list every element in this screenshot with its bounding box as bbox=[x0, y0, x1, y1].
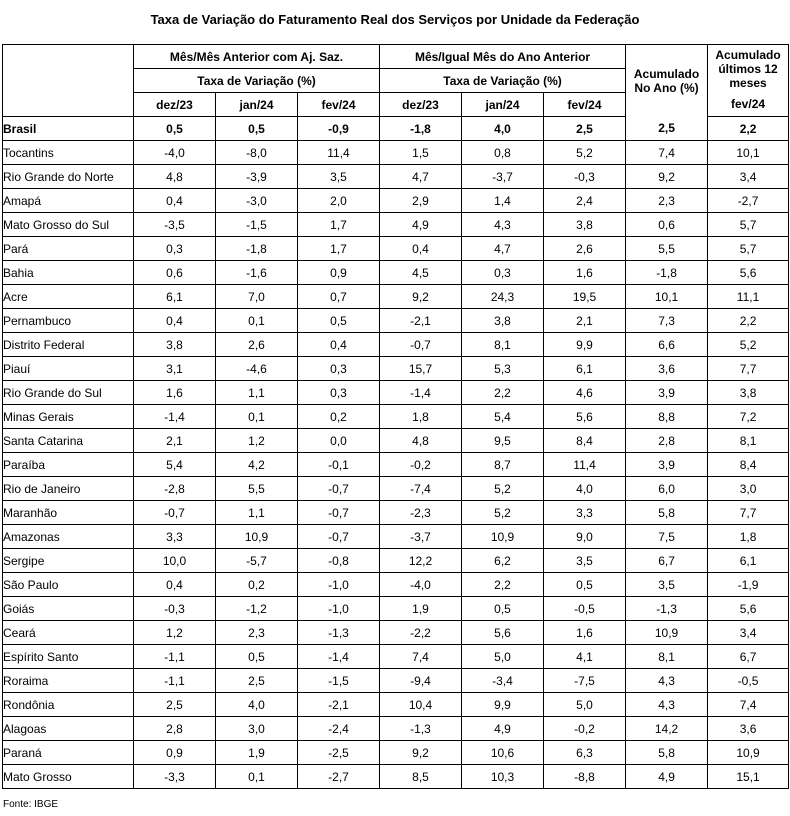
value-cell: -0,3 bbox=[134, 597, 216, 621]
value-cell: 9,2 bbox=[626, 165, 708, 189]
value-cell: -4,0 bbox=[134, 141, 216, 165]
value-cell: 5,3 bbox=[462, 357, 544, 381]
value-cell: 9,9 bbox=[462, 693, 544, 717]
value-cell: 4,3 bbox=[626, 693, 708, 717]
value-cell: 10,9 bbox=[462, 525, 544, 549]
value-cell: -3,3 bbox=[134, 765, 216, 789]
table-row bbox=[3, 741, 789, 765]
value-cell: 0,4 bbox=[380, 237, 462, 261]
table-row bbox=[3, 213, 789, 237]
value-cell: 15,1 bbox=[708, 765, 789, 789]
value-cell: -3,9 bbox=[216, 165, 298, 189]
services-revenue-table bbox=[2, 44, 789, 789]
value-cell: -3,4 bbox=[462, 669, 544, 693]
value-cell: 3,8 bbox=[708, 381, 789, 405]
value-cell: 7,2 bbox=[708, 405, 789, 429]
value-cell: -1,3 bbox=[380, 717, 462, 741]
value-cell: 7,4 bbox=[626, 141, 708, 165]
period-header: jan/24 bbox=[216, 93, 298, 117]
value-cell: 9,0 bbox=[544, 525, 626, 549]
value-cell: 2,5 bbox=[626, 117, 708, 141]
value-cell: 1,6 bbox=[544, 261, 626, 285]
value-cell: 0,9 bbox=[134, 741, 216, 765]
value-cell: 10,1 bbox=[708, 141, 789, 165]
value-cell: 3,6 bbox=[708, 717, 789, 741]
value-cell: 3,9 bbox=[626, 381, 708, 405]
subheader-rate-2: Taxa de Variação (%) bbox=[380, 69, 626, 93]
table-row bbox=[3, 141, 789, 165]
value-cell: 6,3 bbox=[544, 741, 626, 765]
state-name: Brasil bbox=[3, 117, 134, 141]
value-cell: 7,4 bbox=[380, 645, 462, 669]
header-accumulated-year: Acumulado No Ano (%) bbox=[626, 45, 708, 117]
value-cell: 8,4 bbox=[544, 429, 626, 453]
value-cell: -7,5 bbox=[544, 669, 626, 693]
value-cell: 10,6 bbox=[462, 741, 544, 765]
state-name: Espírito Santo bbox=[3, 645, 134, 669]
value-cell: 1,2 bbox=[134, 621, 216, 645]
value-cell: -0,8 bbox=[298, 549, 380, 573]
value-cell: 11,1 bbox=[708, 285, 789, 309]
value-cell: 11,4 bbox=[544, 453, 626, 477]
value-cell: 4,2 bbox=[216, 453, 298, 477]
value-cell: 9,2 bbox=[380, 285, 462, 309]
value-cell: 5,7 bbox=[708, 213, 789, 237]
table-row bbox=[3, 189, 789, 213]
value-cell: -8,8 bbox=[544, 765, 626, 789]
value-cell: 0,3 bbox=[462, 261, 544, 285]
value-cell: 8,1 bbox=[708, 429, 789, 453]
value-cell: 7,7 bbox=[708, 357, 789, 381]
state-name: Pernambuco bbox=[3, 309, 134, 333]
period-header: fev/24 bbox=[708, 93, 789, 117]
source-note: Fonte: IBGE bbox=[3, 799, 59, 810]
value-cell: 3,6 bbox=[626, 357, 708, 381]
value-cell: 10,3 bbox=[462, 765, 544, 789]
value-cell: -1,5 bbox=[216, 213, 298, 237]
value-cell: 0,4 bbox=[134, 309, 216, 333]
state-name: Sergipe bbox=[3, 549, 134, 573]
value-cell: 6,1 bbox=[134, 285, 216, 309]
value-cell: -5,7 bbox=[216, 549, 298, 573]
state-name: Acre bbox=[3, 285, 134, 309]
value-cell: 1,9 bbox=[380, 597, 462, 621]
value-cell: 0,1 bbox=[216, 405, 298, 429]
table-row bbox=[3, 357, 789, 381]
value-cell: -2,4 bbox=[298, 717, 380, 741]
state-name: Ceará bbox=[3, 621, 134, 645]
value-cell: 2,5 bbox=[134, 693, 216, 717]
value-cell: 4,5 bbox=[380, 261, 462, 285]
value-cell: -0,7 bbox=[298, 501, 380, 525]
value-cell: 1,8 bbox=[380, 405, 462, 429]
state-name: Rio Grande do Sul bbox=[3, 381, 134, 405]
table-row bbox=[3, 597, 789, 621]
state-name: Piauí bbox=[3, 357, 134, 381]
value-cell: 4,8 bbox=[134, 165, 216, 189]
value-cell: 4,9 bbox=[626, 765, 708, 789]
state-name: Rondônia bbox=[3, 693, 134, 717]
value-cell: 4,7 bbox=[462, 237, 544, 261]
value-cell: 5,6 bbox=[544, 405, 626, 429]
value-cell: 0,4 bbox=[298, 333, 380, 357]
table-row bbox=[3, 525, 789, 549]
period-header: fev/24 bbox=[298, 93, 380, 117]
value-cell: -2,5 bbox=[298, 741, 380, 765]
value-cell: 1,6 bbox=[544, 621, 626, 645]
value-cell: -1,1 bbox=[134, 645, 216, 669]
value-cell: -0,7 bbox=[380, 333, 462, 357]
value-cell: 7,5 bbox=[626, 525, 708, 549]
value-cell: 4,8 bbox=[380, 429, 462, 453]
value-cell: -4,0 bbox=[380, 573, 462, 597]
value-cell: 2,4 bbox=[544, 189, 626, 213]
value-cell: 3,4 bbox=[708, 165, 789, 189]
value-cell: 11,4 bbox=[298, 141, 380, 165]
table-row bbox=[3, 645, 789, 669]
value-cell: 3,5 bbox=[298, 165, 380, 189]
value-cell: 0,4 bbox=[134, 189, 216, 213]
value-cell: 2,2 bbox=[708, 309, 789, 333]
table-row bbox=[3, 165, 789, 189]
table-row bbox=[3, 333, 789, 357]
value-cell: 2,2 bbox=[462, 381, 544, 405]
value-cell: 5,6 bbox=[708, 261, 789, 285]
value-cell: 0,5 bbox=[298, 309, 380, 333]
value-cell: -0,7 bbox=[134, 501, 216, 525]
value-cell: 4,3 bbox=[462, 213, 544, 237]
value-cell: -1,1 bbox=[134, 669, 216, 693]
value-cell: 0,5 bbox=[462, 597, 544, 621]
value-cell: 6,0 bbox=[626, 477, 708, 501]
value-cell: 0,6 bbox=[626, 213, 708, 237]
value-cell: -1,8 bbox=[626, 261, 708, 285]
value-cell: 5,4 bbox=[134, 453, 216, 477]
table-row bbox=[3, 405, 789, 429]
value-cell: 2,3 bbox=[216, 621, 298, 645]
value-cell: 0,6 bbox=[134, 261, 216, 285]
value-cell: 4,9 bbox=[380, 213, 462, 237]
table-row bbox=[3, 573, 789, 597]
value-cell: -2,7 bbox=[708, 189, 789, 213]
value-cell: 0,4 bbox=[134, 573, 216, 597]
state-name: Tocantins bbox=[3, 141, 134, 165]
value-cell: 0,5 bbox=[544, 573, 626, 597]
value-cell: 0,5 bbox=[134, 117, 216, 141]
value-cell: 24,3 bbox=[462, 285, 544, 309]
value-cell: -0,7 bbox=[298, 477, 380, 501]
value-cell: 4,1 bbox=[544, 645, 626, 669]
value-cell: 2,9 bbox=[380, 189, 462, 213]
value-cell: 5,2 bbox=[462, 477, 544, 501]
value-cell: 0,5 bbox=[216, 117, 298, 141]
value-cell: -0,1 bbox=[298, 453, 380, 477]
value-cell: 3,0 bbox=[216, 717, 298, 741]
value-cell: 1,7 bbox=[298, 237, 380, 261]
value-cell: -3,7 bbox=[380, 525, 462, 549]
value-cell: 8,5 bbox=[380, 765, 462, 789]
state-name: Rio Grande do Norte bbox=[3, 165, 134, 189]
value-cell: 5,7 bbox=[708, 237, 789, 261]
value-cell: 8,4 bbox=[708, 453, 789, 477]
value-cell: 14,2 bbox=[626, 717, 708, 741]
value-cell: 8,8 bbox=[626, 405, 708, 429]
corner-header-bottom bbox=[3, 93, 134, 117]
value-cell: 0,0 bbox=[298, 429, 380, 453]
state-name: Rio de Janeiro bbox=[3, 477, 134, 501]
table-row bbox=[3, 477, 789, 501]
state-name: Alagoas bbox=[3, 717, 134, 741]
table-row bbox=[3, 669, 789, 693]
state-name: Minas Gerais bbox=[3, 405, 134, 429]
value-cell: 2,3 bbox=[626, 189, 708, 213]
value-cell: 4,3 bbox=[626, 669, 708, 693]
period-header: jan/24 bbox=[462, 93, 544, 117]
value-cell: -1,4 bbox=[380, 381, 462, 405]
table-row bbox=[3, 765, 789, 789]
value-cell: 3,3 bbox=[544, 501, 626, 525]
value-cell: -1,4 bbox=[298, 645, 380, 669]
value-cell: -2,1 bbox=[298, 693, 380, 717]
value-cell: 6,6 bbox=[626, 333, 708, 357]
state-name: Pará bbox=[3, 237, 134, 261]
value-cell: 0,5 bbox=[216, 645, 298, 669]
value-cell: 2,8 bbox=[134, 717, 216, 741]
value-cell: 10,9 bbox=[708, 741, 789, 765]
value-cell: -1,8 bbox=[380, 117, 462, 141]
value-cell: 9,5 bbox=[462, 429, 544, 453]
value-cell: 8,1 bbox=[462, 333, 544, 357]
value-cell: -1,2 bbox=[216, 597, 298, 621]
value-cell: 4,6 bbox=[544, 381, 626, 405]
group-header-year-over-year: Mês/Igual Mês do Ano Anterior bbox=[380, 45, 626, 69]
value-cell: -1,8 bbox=[216, 237, 298, 261]
value-cell: 10,0 bbox=[134, 549, 216, 573]
value-cell: 5,2 bbox=[544, 141, 626, 165]
value-cell: -0,2 bbox=[380, 453, 462, 477]
value-cell: 9,9 bbox=[544, 333, 626, 357]
table-row-total bbox=[3, 117, 789, 141]
value-cell: 3,9 bbox=[626, 453, 708, 477]
value-cell: 2,2 bbox=[462, 573, 544, 597]
value-cell: 5,8 bbox=[626, 501, 708, 525]
value-cell: 6,7 bbox=[708, 645, 789, 669]
value-cell: -0,7 bbox=[298, 525, 380, 549]
value-cell: -0,5 bbox=[708, 669, 789, 693]
value-cell: 9,2 bbox=[380, 741, 462, 765]
value-cell: -0,2 bbox=[544, 717, 626, 741]
value-cell: 2,5 bbox=[544, 117, 626, 141]
header-accumulated-12-months: Acumulado últimos 12 meses bbox=[708, 45, 789, 93]
value-cell: 5,5 bbox=[626, 237, 708, 261]
state-name: Santa Catarina bbox=[3, 429, 134, 453]
table-title: Taxa de Variação do Faturamento Real dos Serviços por Unidade da Federação bbox=[150, 12, 640, 27]
value-cell: 5,8 bbox=[626, 741, 708, 765]
value-cell: 15,7 bbox=[380, 357, 462, 381]
period-header: dez/23 bbox=[134, 93, 216, 117]
table-row bbox=[3, 285, 789, 309]
value-cell: 2,0 bbox=[298, 189, 380, 213]
value-cell: 3,8 bbox=[134, 333, 216, 357]
value-cell: -7,4 bbox=[380, 477, 462, 501]
table-row bbox=[3, 429, 789, 453]
value-cell: -4,6 bbox=[216, 357, 298, 381]
table-row bbox=[3, 693, 789, 717]
value-cell: 4,0 bbox=[544, 477, 626, 501]
state-name: Amazonas bbox=[3, 525, 134, 549]
value-cell: 2,6 bbox=[544, 237, 626, 261]
value-cell: -2,2 bbox=[380, 621, 462, 645]
value-cell: -2,3 bbox=[380, 501, 462, 525]
value-cell: -0,3 bbox=[544, 165, 626, 189]
value-cell: 7,3 bbox=[626, 309, 708, 333]
group-header-month-over-month: Mês/Mês Anterior com Aj. Saz. bbox=[134, 45, 380, 69]
value-cell: 3,0 bbox=[708, 477, 789, 501]
table-row bbox=[3, 549, 789, 573]
value-cell: -0,5 bbox=[544, 597, 626, 621]
value-cell: 0,3 bbox=[298, 357, 380, 381]
table-row bbox=[3, 309, 789, 333]
value-cell: 0,3 bbox=[298, 381, 380, 405]
value-cell: 5,5 bbox=[216, 477, 298, 501]
value-cell: 3,3 bbox=[134, 525, 216, 549]
value-cell: -1,3 bbox=[626, 597, 708, 621]
table-row bbox=[3, 381, 789, 405]
value-cell: 5,2 bbox=[462, 501, 544, 525]
value-cell: -2,7 bbox=[298, 765, 380, 789]
value-cell: 6,1 bbox=[544, 357, 626, 381]
state-name: Mato Grosso do Sul bbox=[3, 213, 134, 237]
state-name: Bahia bbox=[3, 261, 134, 285]
table-row bbox=[3, 237, 789, 261]
value-cell: 1,6 bbox=[134, 381, 216, 405]
value-cell: 3,5 bbox=[544, 549, 626, 573]
value-cell: 4,9 bbox=[462, 717, 544, 741]
value-cell: -8,0 bbox=[216, 141, 298, 165]
value-cell: 4,7 bbox=[380, 165, 462, 189]
value-cell: 1,8 bbox=[708, 525, 789, 549]
value-cell: 10,9 bbox=[626, 621, 708, 645]
value-cell: 5,2 bbox=[708, 333, 789, 357]
value-cell: 10,1 bbox=[626, 285, 708, 309]
value-cell: 7,7 bbox=[708, 501, 789, 525]
value-cell: 3,8 bbox=[462, 309, 544, 333]
value-cell: -3,0 bbox=[216, 189, 298, 213]
value-cell: 8,1 bbox=[626, 645, 708, 669]
value-cell: -2,8 bbox=[134, 477, 216, 501]
state-name: Amapá bbox=[3, 189, 134, 213]
value-cell: -1,5 bbox=[298, 669, 380, 693]
value-cell: 0,1 bbox=[216, 309, 298, 333]
value-cell: 2,1 bbox=[134, 429, 216, 453]
state-name: Distrito Federal bbox=[3, 333, 134, 357]
value-cell: 2,6 bbox=[216, 333, 298, 357]
value-cell: -9,4 bbox=[380, 669, 462, 693]
value-cell: 2,5 bbox=[216, 669, 298, 693]
table-row bbox=[3, 261, 789, 285]
value-cell: 1,9 bbox=[216, 741, 298, 765]
value-cell: -1,9 bbox=[708, 573, 789, 597]
value-cell: 0,7 bbox=[298, 285, 380, 309]
value-cell: 12,2 bbox=[380, 549, 462, 573]
value-cell: 0,1 bbox=[216, 765, 298, 789]
value-cell: 6,2 bbox=[462, 549, 544, 573]
corner-header-mid bbox=[3, 69, 134, 93]
table-row bbox=[3, 717, 789, 741]
value-cell: 5,0 bbox=[544, 693, 626, 717]
value-cell: 5,6 bbox=[462, 621, 544, 645]
value-cell: 19,5 bbox=[544, 285, 626, 309]
state-name: São Paulo bbox=[3, 573, 134, 597]
table-row bbox=[3, 621, 789, 645]
state-name: Mato Grosso bbox=[3, 765, 134, 789]
value-cell: -1,0 bbox=[298, 573, 380, 597]
value-cell: 6,1 bbox=[708, 549, 789, 573]
table-row bbox=[3, 501, 789, 525]
state-name: Goiás bbox=[3, 597, 134, 621]
value-cell: 1,1 bbox=[216, 501, 298, 525]
value-cell: -1,4 bbox=[134, 405, 216, 429]
value-cell: 0,2 bbox=[216, 573, 298, 597]
value-cell: -3,7 bbox=[462, 165, 544, 189]
period-header: fev/24 bbox=[544, 93, 626, 117]
value-cell: -1,6 bbox=[216, 261, 298, 285]
value-cell: 7,4 bbox=[708, 693, 789, 717]
value-cell: 0,8 bbox=[462, 141, 544, 165]
value-cell: -0,9 bbox=[298, 117, 380, 141]
value-cell: 0,2 bbox=[298, 405, 380, 429]
value-cell: 5,0 bbox=[462, 645, 544, 669]
value-cell: 5,6 bbox=[708, 597, 789, 621]
subheader-rate-1: Taxa de Variação (%) bbox=[134, 69, 380, 93]
value-cell: 3,4 bbox=[708, 621, 789, 645]
value-cell: 3,1 bbox=[134, 357, 216, 381]
table-row bbox=[3, 453, 789, 477]
value-cell: 8,7 bbox=[462, 453, 544, 477]
corner-header bbox=[3, 45, 134, 69]
state-name: Roraima bbox=[3, 669, 134, 693]
value-cell: 10,9 bbox=[216, 525, 298, 549]
value-cell: -2,1 bbox=[380, 309, 462, 333]
value-cell: 2,8 bbox=[626, 429, 708, 453]
value-cell: 1,4 bbox=[462, 189, 544, 213]
state-name: Paraíba bbox=[3, 453, 134, 477]
value-cell: 4,0 bbox=[216, 693, 298, 717]
value-cell: 1,2 bbox=[216, 429, 298, 453]
value-cell: 1,7 bbox=[298, 213, 380, 237]
state-name: Maranhão bbox=[3, 501, 134, 525]
value-cell: -1,0 bbox=[298, 597, 380, 621]
value-cell: -1,3 bbox=[298, 621, 380, 645]
value-cell: 10,4 bbox=[380, 693, 462, 717]
period-header: dez/23 bbox=[380, 93, 462, 117]
value-cell: 0,3 bbox=[134, 237, 216, 261]
state-name: Paraná bbox=[3, 741, 134, 765]
value-cell: -3,5 bbox=[134, 213, 216, 237]
value-cell: 0,9 bbox=[298, 261, 380, 285]
value-cell: 1,5 bbox=[380, 141, 462, 165]
value-cell: 5,4 bbox=[462, 405, 544, 429]
value-cell: 3,5 bbox=[626, 573, 708, 597]
value-cell: 2,2 bbox=[708, 117, 789, 141]
value-cell: 2,1 bbox=[544, 309, 626, 333]
value-cell: 3,8 bbox=[544, 213, 626, 237]
value-cell: 6,7 bbox=[626, 549, 708, 573]
value-cell: 4,0 bbox=[462, 117, 544, 141]
value-cell: 1,1 bbox=[216, 381, 298, 405]
value-cell: 7,0 bbox=[216, 285, 298, 309]
